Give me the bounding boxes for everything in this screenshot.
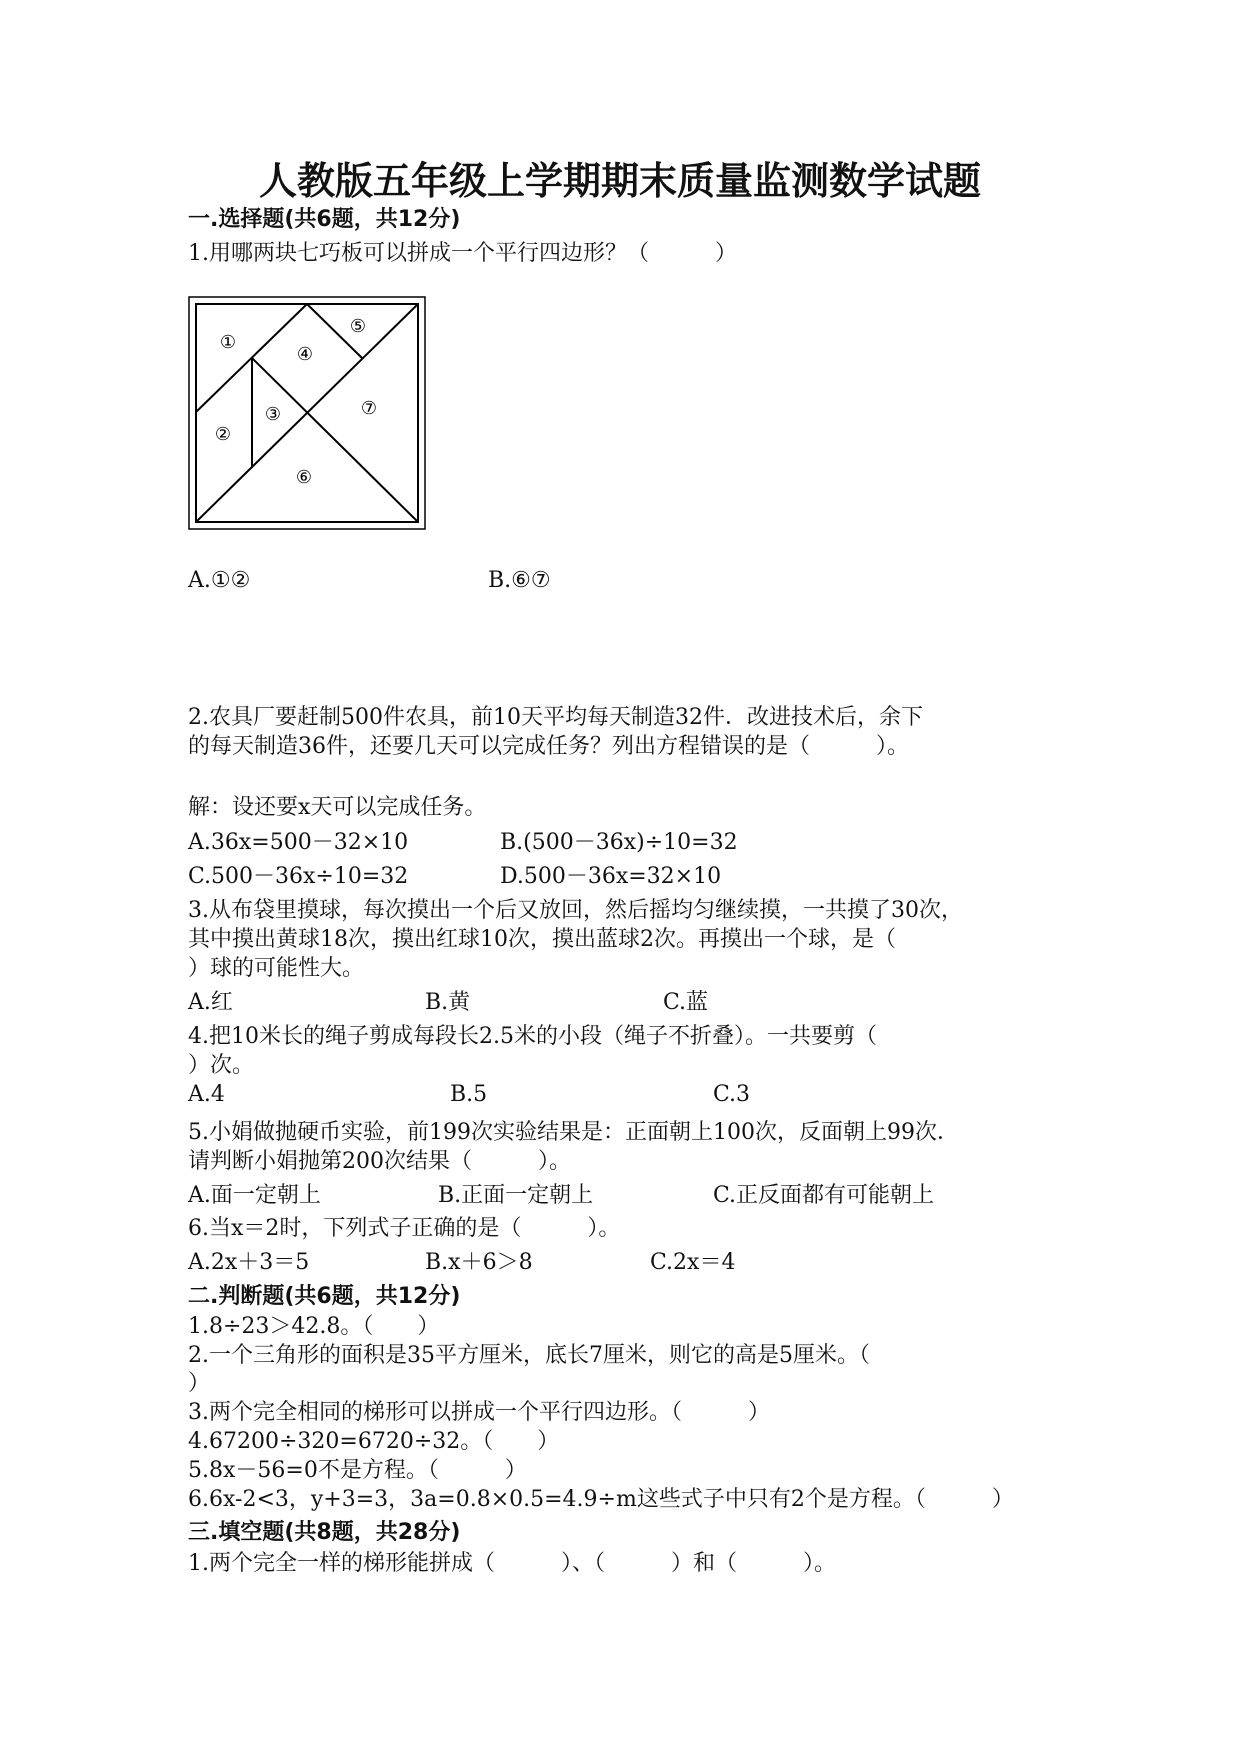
question-4-line-2: ）次。 [188,1053,255,1078]
judge-item-2: 2.一个三角形的面积是35平方厘米，底长7厘米，则它的高是5厘米。（ [188,1343,870,1368]
question-3-line-2: 其中摸出黄球18次，摸出红球10次，摸出蓝球2次。再摸出一个球，是（ [188,927,896,952]
section-heading-fill: 三.填空题(共8题，共28分) [188,1520,461,1545]
q2-option-a: A.36x=500－32×10 [188,830,409,855]
tangram-label-4: ④ [296,344,314,365]
q6-option-b: B.x＋6＞8 [425,1250,533,1275]
tangram-figure [188,296,426,530]
q2-option-d: D.500－36x=32×10 [500,864,722,889]
question-6-text: 6.当x＝2时，下列式子正确的是（ ）。 [188,1216,621,1241]
question-4-line-1: 4.把10米长的绳子剪成每段长2.5米的小段（绳子不折叠）。一共要剪（ [188,1024,877,1049]
question-3-line-1: 3.从布袋里摸球，每次摸出一个后又放回，然后摇均匀继续摸，一共摸了30次， [188,898,963,923]
section-heading-judge: 二.判断题(共6题，共12分) [188,1284,461,1309]
q4-option-b: B.5 [450,1082,488,1107]
question-3-line-3: ）球的可能性大。 [188,956,365,981]
question-2-line-1: 2.农具厂要赶制500件农具，前10天平均每天制造32件．改进技术后，余下 [188,705,923,730]
q6-option-a: A.2x＋3＝5 [188,1250,310,1275]
section-heading-choice: 一.选择题(共6题，共12分) [188,207,461,232]
q5-option-b: B.正面一定朝上 [438,1183,594,1208]
q4-option-c: C.3 [713,1082,751,1107]
q2-option-c: C.500－36x÷10=32 [188,864,409,889]
q1-option-a: A.①② [188,568,251,593]
tangram-line-down [252,358,418,522]
judge-item-6: 6.6x-2<3，y+3=3，3a=0.8×0.5=4.9÷m这些式子中只有2个是方程。（ ） [188,1487,1014,1512]
q5-option-c: C.正反面都有可能朝上 [713,1183,935,1208]
q1-option-b: B.⑥⑦ [488,568,551,593]
fill-item-1: 1.两个完全一样的梯形能拼成（ ）、（ ）和（ ）。 [188,1551,836,1576]
tangram-label-3: ③ [264,404,282,425]
judge-item-4: 4.67200÷320=6720÷32。（ ） [188,1429,560,1454]
judge-item-2-cont: ） [188,1371,211,1396]
q5-option-a: A.面一定朝上 [188,1183,321,1208]
tangram-label-7: ⑦ [360,398,378,419]
q6-option-c: C.2x＝4 [650,1250,736,1275]
tangram-label-1: ① [219,332,237,353]
question-1-text: 1.用哪两块七巧板可以拼成一个平行四边形？（ ） [188,241,737,266]
q3-option-a: A.红 [188,990,233,1015]
q3-option-c: C.蓝 [663,990,709,1015]
judge-item-1: 1.8÷23＞42.8。（ ） [188,1314,440,1339]
question-2-solution: 解：设还要x天可以完成任务。 [188,795,487,820]
judge-item-5: 5.8x－56=0不是方程。（ ） [188,1458,527,1483]
tangram-label-5: ⑤ [349,316,367,337]
q2-option-b: B.(500－36x)÷10=32 [500,830,738,855]
tangram-label-2: ② [214,424,232,445]
tangram-label-6: ⑥ [295,467,313,488]
q4-option-a: A.4 [188,1082,225,1107]
judge-item-3: 3.两个完全相同的梯形可以拼成一个平行四边形。（ ） [188,1400,770,1425]
page-title: 人教版五年级上学期期末质量监测数学试题 [258,158,981,203]
question-5-line-2: 请判断小娟抛第200次结果（ ）。 [188,1149,571,1174]
question-2-line-2: 的每天制造36件，还要几天可以完成任务？列出方程错误的是（ ）。 [188,734,909,759]
question-5-line-1: 5.小娟做抛硬币实验，前199次实验结果是：正面朝上100次，反面朝上99次． [188,1120,959,1145]
q3-option-b: B.黄 [425,990,471,1015]
